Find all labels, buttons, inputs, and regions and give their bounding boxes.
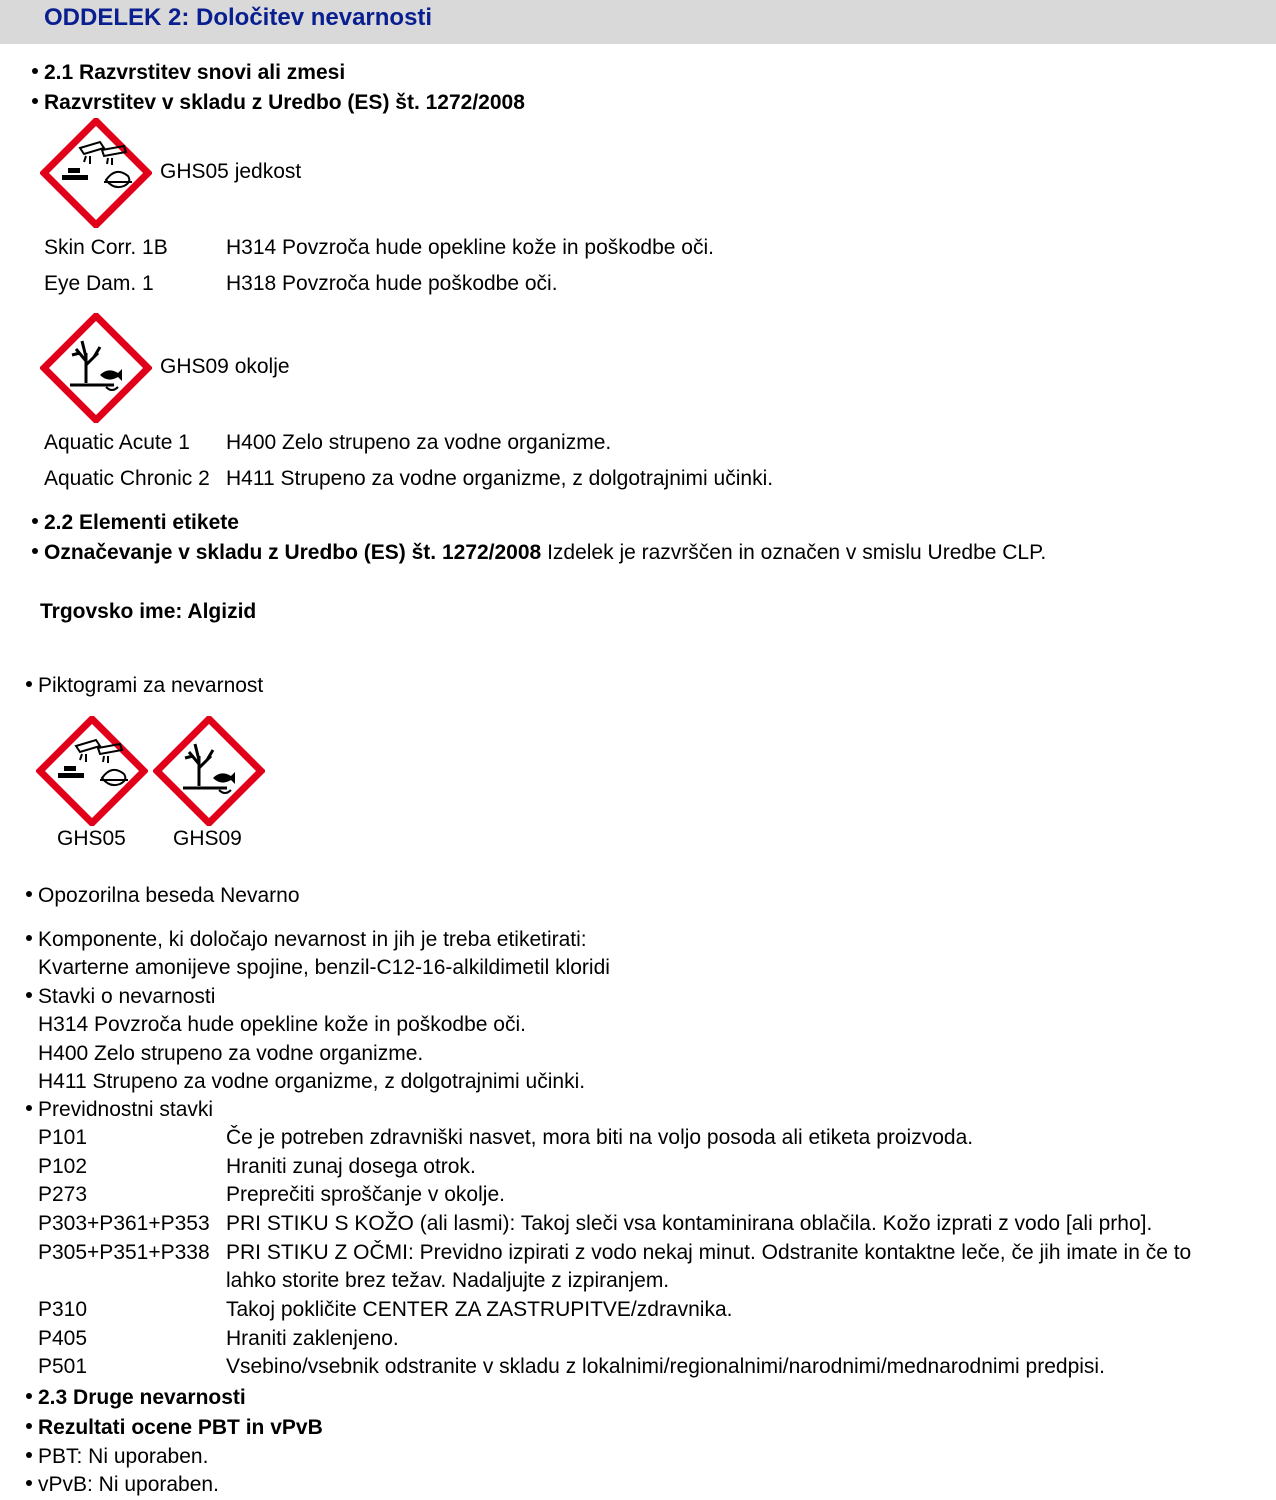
precaution-text: Hraniti zaklenjeno.: [226, 1327, 399, 1350]
precaution-text: Preprečiti sproščanje v okolje.: [226, 1183, 505, 1206]
class-eye-dam-text: H318 Povzroča hude poškodbe oči.: [226, 272, 558, 295]
hazard-statement: H314 Povzroča hude opekline kože in poškodbe oči.: [38, 1013, 526, 1036]
ghs05-corrosion-icon: [40, 118, 152, 228]
precaution-text: Če je potreben zdravniški nasvet, mora biti na voljo posoda ali etiketa proizvoda.: [226, 1126, 974, 1149]
ghs09-environment-icon: [153, 716, 265, 826]
section-title: ODDELEK 2: Določitev nevarnosti: [44, 4, 433, 31]
components-heading: Komponente, ki določajo nevarnost in jih je treba etiketirati:: [26, 927, 587, 953]
precaution-code: P501: [38, 1355, 88, 1378]
class-eye-dam: Eye Dam. 1: [44, 272, 154, 295]
ghs05-caption: GHS05: [57, 827, 126, 850]
hazard-statement: H400 Zelo strupeno za vodne organizme.: [38, 1042, 424, 1065]
heading-2-3: 2.3 Druge nevarnosti: [26, 1385, 246, 1411]
precaution-code: P273: [38, 1183, 88, 1206]
class-aquatic-chronic: Aquatic Chronic 2: [44, 467, 210, 490]
signal-word: Opozorilna beseda Nevarno: [26, 883, 300, 909]
heading-2-1: 2.1 Razvrstitev snovi ali zmesi: [32, 60, 345, 86]
labelling-line: Označevanje v skladu z Uredbo (ES) št. 1272/2008 Izdelek je razvrščen in označen v smislu Uredbe CLP.: [32, 540, 1046, 566]
ghs09-environment-icon: [40, 313, 152, 423]
ghs05-corrosion-icon: [36, 716, 148, 826]
precaution-code: P101: [38, 1126, 88, 1149]
section-header: [0, 0, 1276, 44]
class-aquatic-chronic-text: H411 Strupeno za vodne organizme, z dolgotrajnimi učinki.: [226, 467, 774, 490]
precaution-text: Hraniti zunaj dosega otrok.: [226, 1155, 476, 1178]
ghs09-label: GHS09 okolje: [160, 355, 290, 378]
ghs09-caption: GHS09: [173, 827, 242, 850]
components-value: Kvarterne amonijeve spojine, benzil-C12-16-alkildimetil kloridi: [38, 956, 610, 979]
precaution-code: P310: [38, 1298, 88, 1321]
class-skin-corr: Skin Corr. 1B: [44, 236, 168, 259]
ghs05-label: GHS05 jedkost: [160, 160, 302, 183]
trade-name: Trgovsko ime: Algizid: [40, 600, 257, 623]
hazard-statement: H411 Strupeno za vodne organizme, z dolgotrajnimi učinki.: [38, 1070, 586, 1093]
precaution-text-continued: lahko storite brez težav. Nadaljujte z izpiranjem.: [226, 1269, 670, 1292]
regulation-heading: Razvrstitev v skladu z Uredbo (ES) št. 1272/2008: [32, 90, 525, 116]
hazard-statements-heading: Stavki o nevarnosti: [26, 984, 215, 1010]
pictograms-heading: Piktogrami za nevarnost: [26, 673, 263, 699]
class-aquatic-acute: Aquatic Acute 1: [44, 431, 190, 454]
precaution-text: Vsebino/vsebnik odstranite v skladu z lokalnimi/regionalnimi/narodnimi/mednarodnimi predpisi.: [226, 1355, 1105, 1378]
precaution-code: P303+P361+P353: [38, 1212, 210, 1235]
heading-2-2: 2.2 Elementi etikete: [32, 510, 239, 536]
vpvb-result: vPvB: Ni uporaben.: [26, 1472, 219, 1498]
precaution-text: PRI STIKU S KOŽO (ali lasmi): Takoj sleči vsa kontaminirana oblačila. Kožo izprati z vodo [ali prho].: [226, 1212, 1153, 1235]
precaution-code: P305+P351+P338: [38, 1241, 210, 1264]
precaution-text: Takoj pokličite CENTER ZA ZASTRUPITVE/zdravnika.: [226, 1298, 733, 1321]
precaution-code: P405: [38, 1327, 88, 1350]
class-skin-corr-text: H314 Povzroča hude opekline kože in poškodbe oči.: [226, 236, 714, 259]
precaution-text: PRI STIKU Z OČMI: Previdno izpirati z vodo nekaj minut. Odstranite kontaktne leče, če jih imate in če to: [226, 1241, 1192, 1264]
pbt-result: PBT: Ni uporaben.: [26, 1444, 208, 1470]
precaution-code: P102: [38, 1155, 88, 1178]
pbt-heading: Rezultati ocene PBT in vPvB: [26, 1415, 323, 1441]
precautions-heading: Previdnostni stavki: [26, 1097, 213, 1123]
class-aquatic-acute-text: H400 Zelo strupeno za vodne organizme.: [226, 431, 612, 454]
